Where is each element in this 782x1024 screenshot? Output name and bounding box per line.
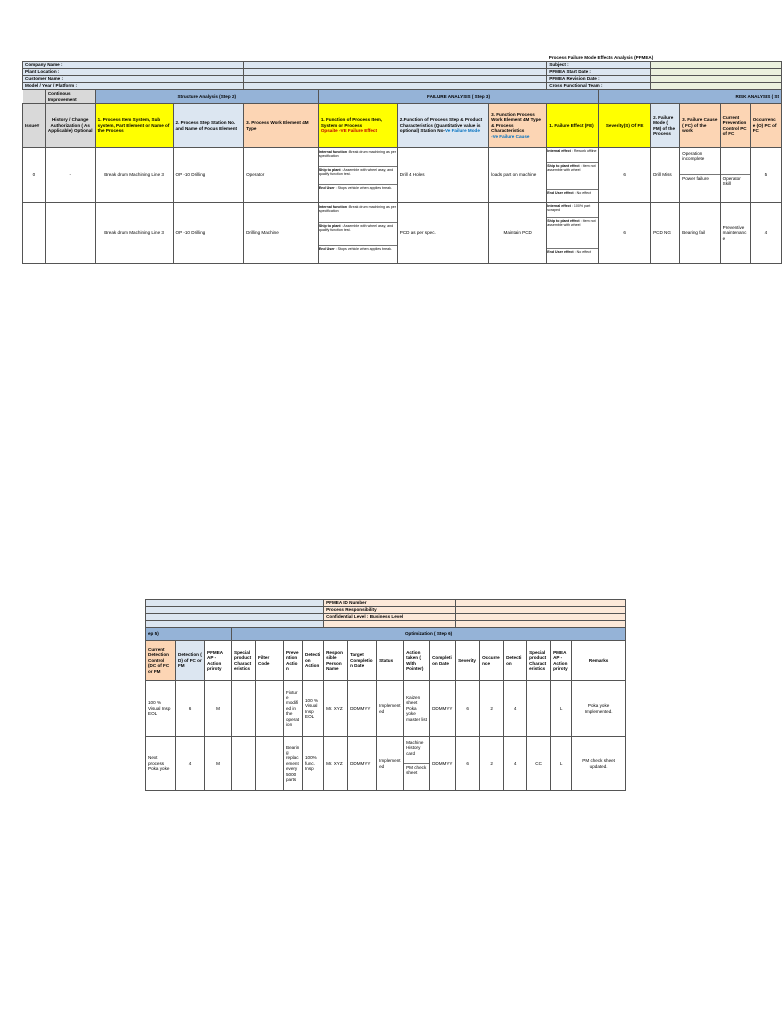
cell-prevention-control[interactable] xyxy=(720,148,750,203)
cell-special-characteristics[interactable] xyxy=(232,737,256,791)
cell-failure-cause[interactable]: Bearing fail xyxy=(680,203,720,264)
function-item-ship xyxy=(319,167,397,185)
cell-action-priority-2[interactable]: L xyxy=(551,737,572,791)
header-function-process-item-qualifier: Opsaite -VE Failure Effect xyxy=(320,128,378,134)
header-detection: Detection ( D) of FC or FM xyxy=(176,641,205,681)
function-item-enduser-text: : Stops vehicle when applies break. xyxy=(334,247,392,251)
cell-completion-date[interactable]: DDMMYY xyxy=(430,681,456,737)
header-status: Status xyxy=(377,641,404,681)
section-failure-analysis: FAILURE ANALYSIS ( Step 3) xyxy=(318,90,598,104)
cell-action-taken[interactable]: Kaizen sheet Poka yoke master list xyxy=(404,681,430,737)
process-responsibility-label: Process Responsibility xyxy=(324,607,456,614)
header-filter-code: Filter Code xyxy=(256,641,284,681)
cell-function-work[interactable]: Maintain PCD xyxy=(489,203,547,264)
function-item-enduser xyxy=(319,246,397,262)
confidential-level-label: Confidential Level : Business Level xyxy=(324,614,456,621)
header-severity: Severity(S) Of FE xyxy=(599,104,651,148)
table-row[interactable] xyxy=(23,148,782,203)
cell-severity[interactable]: 6 xyxy=(599,203,651,264)
info-blank-4-value xyxy=(456,621,626,628)
header-process-work-element: 3. Process Work Element 4M Type xyxy=(244,104,319,148)
prevention-control-2: Operator Skill xyxy=(722,175,741,186)
header-detection-control: Current Detection Control (DC of FC or FM xyxy=(146,641,176,681)
function-item-internal-label: Internal function xyxy=(318,205,348,209)
section-structure-analysis: Structure Analysis (Step 2) xyxy=(95,90,318,104)
function-item-internal-text: :Break drum machining as per specification xyxy=(318,205,396,214)
cell-responsible-person[interactable]: Mr. XYZ xyxy=(324,737,348,791)
cell-history[interactable] xyxy=(45,203,95,264)
cell-process-item[interactable]: Break drum Machining Line 3 xyxy=(95,148,173,203)
header-process-step: 2. Process Step Station No. and Name of Focus Element xyxy=(173,104,244,148)
cell-action-taken[interactable] xyxy=(404,737,430,791)
pfmea-id-number-label: PFMEA ID Number xyxy=(324,600,456,607)
cell-detection[interactable]: 6 xyxy=(176,681,205,737)
header-function-work-element-text: 3. Function Process Work Element 4M Type & Process Characteristics xyxy=(491,111,541,134)
cell-failure-cause[interactable] xyxy=(680,148,720,203)
header-action-priority: PFMEA AP - Action priroty xyxy=(205,641,232,681)
pfmea-start-date-value[interactable] xyxy=(651,69,782,76)
failure-effect-ship-label: Ship to plant effect xyxy=(547,164,580,168)
failure-effect-ship-text: : Item not assemble with wheel xyxy=(547,164,596,173)
continuous-improvement-label: Continous Improvement xyxy=(45,90,95,104)
cell-occurrence[interactable]: 2 xyxy=(480,737,504,791)
cell-filter-code[interactable] xyxy=(256,681,284,737)
failure-effect-internal xyxy=(547,203,598,218)
function-item-internal-label: Internal function xyxy=(318,149,348,154)
header-function-process-step-qualifier: Ve Failure Mode xyxy=(444,128,480,134)
pfmea-main-table xyxy=(22,55,782,264)
cell-detection-action[interactable]: 100 % Visual Insp EOL xyxy=(303,681,324,737)
cell-responsible-person[interactable]: Mr. XYZ xyxy=(324,681,348,737)
failure-effect-enduser-text: : No effect xyxy=(573,250,591,254)
failure-effect-ship xyxy=(547,218,598,249)
function-item-ship xyxy=(319,223,397,246)
cell-function-step[interactable]: Drill 4 Holes xyxy=(397,148,488,203)
header-failure-effect: 1. Failure Effect (FE) xyxy=(547,104,599,148)
cell-remarks[interactable]: PM check sheet updated. xyxy=(572,737,626,791)
cell-detection-control[interactable]: Next process Poka yoke xyxy=(146,737,176,791)
cell-issue[interactable] xyxy=(23,203,46,264)
customer-name-value[interactable] xyxy=(244,76,547,83)
pfmea-sheet-1 xyxy=(22,55,779,264)
cell-prevention-control[interactable]: Preventive maintenance xyxy=(720,203,750,264)
failure-effect-internal-label: Internal effect xyxy=(547,204,571,208)
cell-completion-date[interactable]: DDMMYY xyxy=(430,737,456,791)
cell-special-characteristics[interactable] xyxy=(232,681,256,737)
failure-effect-enduser-text: : No effect xyxy=(573,191,591,195)
header-function-process-item xyxy=(318,104,397,148)
cell-work-element[interactable]: Operator xyxy=(244,148,319,203)
subject-value[interactable] xyxy=(651,62,782,69)
header-occurrence: Occurrenc e (O) PC of FC xyxy=(750,104,781,148)
cell-failure-mode[interactable]: PCD NG xyxy=(651,203,680,264)
header-action-taken: Action taken ( With Pointer) xyxy=(404,641,430,681)
header-special-characteristics: Special product Characteristics xyxy=(232,641,256,681)
header-failure-cause: 3. Failure Cause ( FC) of the work xyxy=(680,104,720,148)
confidential-level-value[interactable] xyxy=(456,614,626,621)
function-item-internal xyxy=(319,204,397,223)
subject-label: Subject : xyxy=(547,62,651,69)
failure-effect-enduser xyxy=(547,249,598,263)
info-left-blank-1 xyxy=(146,600,324,607)
function-item-ship-label: Ship to plant xyxy=(318,167,341,172)
pfmea-optimization-table xyxy=(145,599,626,791)
section-risk-analysis: RISK ANALYSIS ( St xyxy=(599,90,782,104)
plant-location-label: Plant Location : xyxy=(23,69,244,76)
cell-process-item[interactable]: Break drum Machining Line 3 xyxy=(95,203,173,264)
failure-effect-internal-text: : Rework offline xyxy=(570,149,597,153)
cell-severity[interactable]: 6 xyxy=(599,148,651,203)
failure-cause-2: Power failure xyxy=(682,175,709,181)
cell-remarks[interactable]: Poka yoke Implemented. xyxy=(572,681,626,737)
header-function-process-item-text: 1. Function of Process Item, System or Process xyxy=(320,117,383,128)
function-item-internal xyxy=(319,149,397,167)
info-left-blank-2 xyxy=(146,607,324,614)
function-item-enduser-label: End User xyxy=(318,185,335,190)
header-function-work-element xyxy=(489,104,547,148)
cell-detection[interactable]: 4 xyxy=(176,737,205,791)
cell-detection-action[interactable]: 100% func. Insp xyxy=(303,737,324,791)
cell-special-characteristics-2[interactable] xyxy=(527,681,551,737)
header-completion-date: Completion Date xyxy=(430,641,456,681)
cell-prevention-action[interactable]: Fixture modified in the operation xyxy=(284,681,303,737)
cross-functional-team-value[interactable] xyxy=(651,83,782,90)
header-process-item: 1. Process Item System, Sub system, Part Element or Name of the Process xyxy=(95,104,173,148)
cell-detection-2[interactable]: 4 xyxy=(504,737,527,791)
cell-status[interactable]: Implemented xyxy=(377,681,404,737)
pfmea-start-date-label: PFMEA Start Date : xyxy=(547,69,651,76)
cell-action-priority-2[interactable]: L xyxy=(551,681,572,737)
header-detection-action: Detection Action xyxy=(303,641,324,681)
cell-function-work[interactable]: loads part on machine xyxy=(489,148,547,203)
cell-prevention-action[interactable]: Bearing replacement every 5000 parts xyxy=(284,737,303,791)
cell-failure-effect[interactable] xyxy=(547,148,599,203)
company-name-label: Company Name : xyxy=(23,62,244,69)
cell-function-step[interactable]: PCD as per spec. xyxy=(397,203,488,264)
cell-occurrence[interactable]: 5 xyxy=(750,148,781,203)
function-item-internal-text: :Break drum machining as per specification xyxy=(318,149,396,158)
function-item-enduser-text: : Stops vehicle when applies break. xyxy=(334,185,392,190)
failure-effect-ship-text: : Item not assemble with wheel xyxy=(547,219,596,228)
info-left-blank-4 xyxy=(146,621,324,628)
action-taken-2: PM check sheet xyxy=(406,765,427,776)
header-failure-mode: 2. Failure Mode ( FM) of the Process xyxy=(651,104,680,148)
header-responsible-person: Responsible Person Name xyxy=(324,641,348,681)
table-row[interactable] xyxy=(146,681,626,737)
table-row[interactable] xyxy=(23,203,782,264)
header-function-process-step xyxy=(397,104,488,148)
pfmea-id-number-value[interactable] xyxy=(456,600,626,607)
section-optimization: Optimization ( Step 6) xyxy=(232,628,626,641)
cell-severity[interactable]: 6 xyxy=(456,681,480,737)
header-function-work-element-qualifier: -Ve Failure Cause xyxy=(491,133,530,139)
cell-failure-effect[interactable] xyxy=(547,203,599,264)
cell-action-priority[interactable]: M xyxy=(205,681,232,737)
cell-occurrence[interactable]: 4 xyxy=(750,203,781,264)
cell-process-step[interactable]: OP -10 Drilling xyxy=(173,148,244,203)
cell-detection-control[interactable]: 100 % Visual Insp EOL xyxy=(146,681,176,737)
cell-process-step[interactable]: OP -10 Drilling xyxy=(173,203,244,264)
header-history: History / Change Authorization ( As Applicable) Optional xyxy=(45,104,95,148)
failure-effect-enduser-label: End User effect xyxy=(547,250,574,254)
failure-effect-ship xyxy=(547,163,598,190)
pfmea-revision-date-label: PFMEA Revision Date : xyxy=(547,76,651,83)
action-taken-1: Machine History card xyxy=(404,739,429,764)
section-risk-analysis-continued: ep 5) xyxy=(146,628,232,641)
header-action-priority-2: PMEA AP - Action priroty xyxy=(551,641,572,681)
table-row[interactable] xyxy=(146,737,626,791)
cell-special-characteristics-2[interactable]: CC xyxy=(527,737,551,791)
header-detection-2: Detection xyxy=(504,641,527,681)
header-severity: Severity xyxy=(456,641,480,681)
failure-effect-enduser xyxy=(547,190,598,202)
cell-failure-mode[interactable]: Drill Miss xyxy=(651,148,680,203)
cell-detection-2[interactable]: 4 xyxy=(504,681,527,737)
cell-severity[interactable]: 6 xyxy=(456,737,480,791)
cross-functional-team-label: Cross Functional Team : xyxy=(547,83,651,90)
function-item-enduser xyxy=(319,185,397,202)
failure-cause-1: Operation incomplete xyxy=(680,150,719,175)
failure-effect-internal-label: Internal effect xyxy=(547,149,571,153)
header-prevention-action: Prevention Action xyxy=(284,641,303,681)
failure-effect-ship-label: Ship to plant effect xyxy=(547,219,580,223)
header-target-completion-date: Target Completion Date xyxy=(348,641,377,681)
cell-function-item[interactable] xyxy=(318,203,397,264)
prevention-control-1 xyxy=(721,150,750,175)
pfmea-revision-date-value[interactable] xyxy=(651,76,782,83)
corner-cell xyxy=(23,90,46,104)
function-item-enduser-label: End User xyxy=(318,247,335,251)
cell-occurrence[interactable]: 2 xyxy=(480,681,504,737)
failure-effect-enduser-label: End User effect xyxy=(547,191,574,195)
pfmea-title: Process Failure Mode Effects Analysis (PFMEA) xyxy=(547,55,782,62)
cell-status[interactable]: Implemented xyxy=(377,737,404,791)
header-special-characteristics-2: Special product Characteristics xyxy=(527,641,551,681)
customer-name-label: Customer Name : xyxy=(23,76,244,83)
function-item-ship-text: : Assemble with wheel assy, and qualify function test. xyxy=(318,224,394,233)
cell-issue[interactable]: 0 xyxy=(23,148,46,203)
company-name-value[interactable] xyxy=(244,62,547,69)
header-occurrence: Occurrence xyxy=(480,641,504,681)
failure-effect-internal-text: : 100% part scraped xyxy=(547,204,591,213)
cell-target-completion-date[interactable]: DDMMYY xyxy=(348,681,377,737)
cell-action-priority[interactable]: M xyxy=(205,737,232,791)
failure-effect-internal xyxy=(547,148,598,163)
cell-work-element[interactable]: Drilling Machine xyxy=(244,203,319,264)
cell-target-completion-date[interactable]: DDMMYY xyxy=(348,737,377,791)
function-item-ship-label: Ship to plant xyxy=(318,224,341,228)
cell-function-item[interactable] xyxy=(318,148,397,203)
cell-filter-code[interactable] xyxy=(256,737,284,791)
process-responsibility-value[interactable] xyxy=(456,607,626,614)
header-remarks: Remarks xyxy=(572,641,626,681)
plant-location-value[interactable] xyxy=(244,69,547,76)
pfmea-sheet-2 xyxy=(145,599,625,791)
header-prevention-control: Current Prevention Control PC of FC xyxy=(720,104,750,148)
header-issue: Issue# xyxy=(23,104,46,148)
model-year-platform-value[interactable] xyxy=(244,83,547,90)
info-left-blank-3 xyxy=(146,614,324,621)
header-function-process-step-text: 2.Function of Process Step & Product Characteristics (Quantitative value is optional) Station No- xyxy=(399,117,483,134)
cell-history[interactable]: - xyxy=(45,148,95,203)
function-item-ship-text: : Assemble with wheel assy, and qualify function test. xyxy=(318,167,394,176)
info-blank-4 xyxy=(324,621,456,628)
model-year-platform-label: Model / Year / Platform : xyxy=(23,83,244,90)
